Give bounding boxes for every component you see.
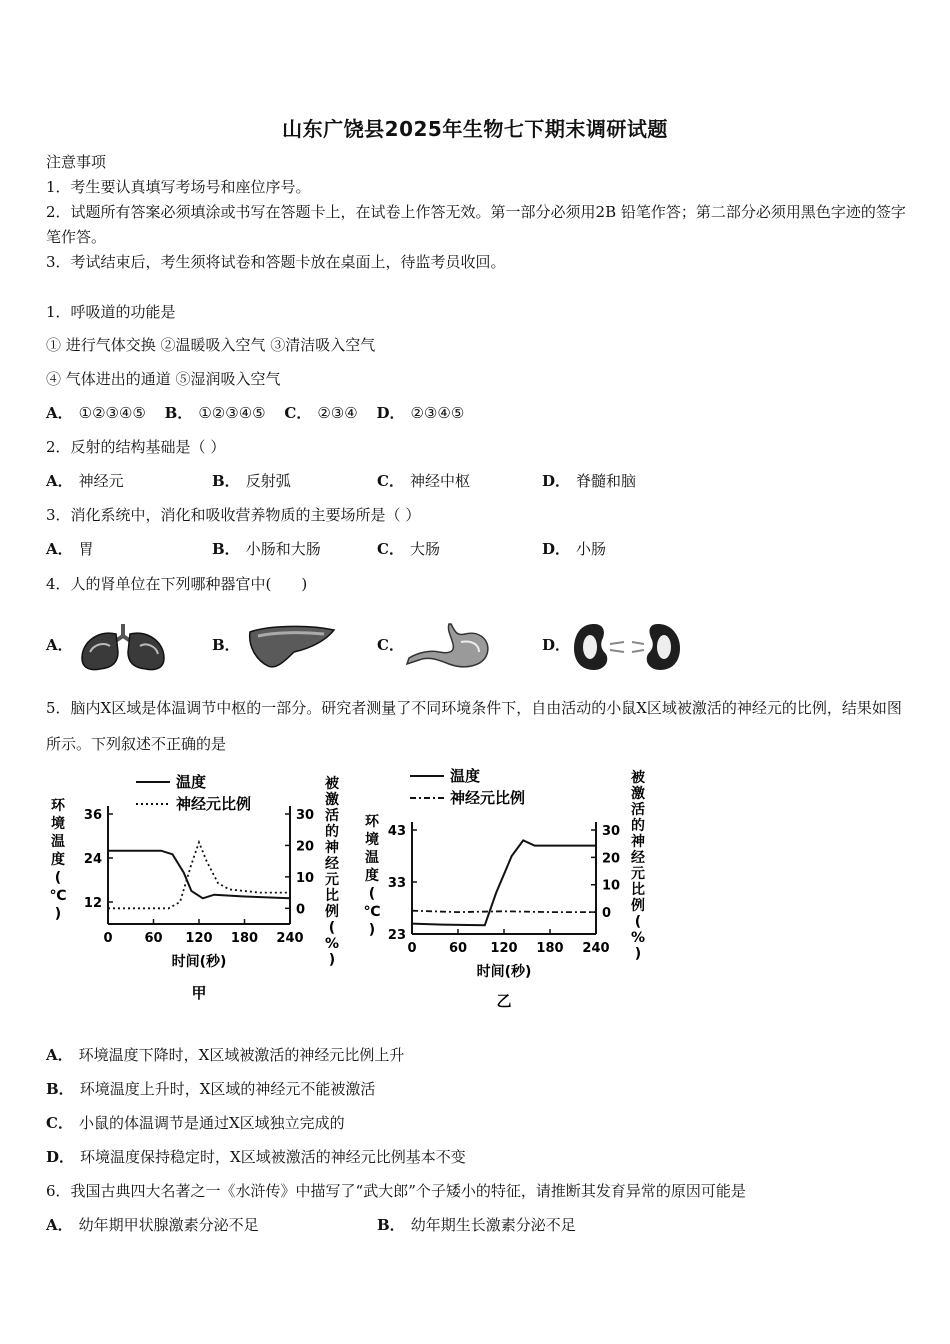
y-right-axis-title-char: 被 (631, 770, 645, 786)
q3-option-d[interactable]: D． 小肠 (542, 540, 607, 558)
y-right-axis-title-char: 元 (631, 866, 645, 882)
y-right-axis-title-char: 活 (631, 802, 645, 818)
liver-icon (246, 622, 338, 672)
y-right-axis-title-char: 例 (325, 904, 339, 920)
chart-jia (46, 768, 346, 1013)
y-right-tick-label: 30 (602, 824, 621, 839)
notes-heading: 注意事项 (46, 153, 107, 171)
x-tick-label: 0 (103, 931, 113, 946)
q1-statement-line-2: ④ 气体进出的通道 ⑤湿润吸入空气 (46, 370, 281, 388)
y-right-axis-title-char: % (324, 936, 340, 952)
y-left-tick-label: 24 (83, 852, 102, 867)
y-left-axis-title-char: 温 (51, 834, 65, 850)
q3-option-c[interactable]: C． 大肠 (377, 540, 440, 558)
y-right-tick-label: 0 (602, 906, 612, 922)
y-right-axis-title-char: ) (328, 952, 336, 968)
y-right-axis-title-char: 神 (325, 840, 339, 856)
legend-label: 神经元比例 (450, 789, 526, 807)
q2-option-b[interactable]: B． 反射弧 (212, 472, 291, 490)
x-axis-title: 时间(秒) (171, 954, 227, 970)
q2-option-d[interactable]: D． 脊髓和脑 (542, 472, 637, 490)
chart-caption: 乙 (496, 992, 512, 1010)
q1-option-a[interactable]: A． ①②③④⑤ (46, 404, 146, 422)
y-left-tick-label: 23 (387, 928, 406, 943)
y-left-axis-title-char: 度 (51, 852, 65, 868)
q3-option-b[interactable]: B． 小肠和大肠 (212, 540, 321, 558)
y-right-axis-title-char: % (630, 930, 646, 946)
q4-option-d[interactable]: D． (542, 622, 692, 672)
note-item-2: 2．试题所有答案必须填涂或书写在答题卡上，在试卷上作答无效。第一部分必须用2B 铅笔作答；第二部分必须用黑色字迹的签字笔作答。 (46, 203, 906, 246)
y-left-tick-label: 36 (83, 808, 102, 823)
x-tick-label: 180 (230, 931, 259, 946)
y-right-axis-title-char: 激 (631, 786, 645, 802)
y-right-axis-title-char: 的 (325, 824, 339, 840)
note-item-1: 1．考生要认真填写考场号和座位序号。 (46, 178, 311, 196)
series-line-neuron-ratio (412, 911, 596, 912)
y-right-axis-title-char: 比 (325, 888, 339, 904)
x-axis-title: 时间(秒) (476, 964, 532, 980)
y-right-axis-title-char: 活 (325, 808, 339, 824)
series-line-neuron-ratio (108, 842, 290, 908)
legend-label: 神经元比例 (176, 795, 252, 813)
stomach-icon (405, 622, 493, 672)
y-left-tick-label: 43 (387, 824, 406, 839)
y-right-axis-title-char: 比 (631, 882, 645, 898)
q1-statement-line-1: ① 进行气体交换 ②温暖吸入空气 ③清洁吸入空气 (46, 336, 376, 354)
y-right-axis-title-char: 例 (631, 898, 645, 914)
y-left-axis-title-char: ( (54, 870, 62, 886)
y-left-axis-title (50, 798, 67, 922)
y-right-tick-label: 0 (296, 902, 306, 918)
y-right-axis-title-char: 激 (325, 792, 339, 808)
x-tick-label: 180 (536, 941, 564, 956)
y-left-axis-title-char: 境 (51, 816, 65, 832)
y-right-axis-title (631, 769, 646, 962)
q5-option-c[interactable]: C． 小鼠的体温调节是通过X区域独立完成的 (46, 1114, 345, 1132)
y-left-axis-title-char: ) (54, 906, 62, 922)
q2-stem: 2．反射的结构基础是（ ） (46, 438, 226, 456)
q4-option-c[interactable]: C． (377, 622, 507, 672)
y-left-tick-label: 33 (387, 876, 406, 891)
q1-stem: 1．呼吸道的功能是 (46, 303, 176, 321)
legend-label: 温度 (450, 767, 481, 785)
x-tick-label: 240 (276, 931, 304, 946)
x-tick-label: 120 (185, 931, 213, 946)
y-left-axis-title-char: 环 (365, 814, 379, 830)
x-tick-label: 60 (144, 931, 163, 946)
y-right-axis-title-char: ) (634, 946, 642, 962)
q6-option-a[interactable]: A． 幼年期甲状腺激素分泌不足 (46, 1216, 259, 1234)
y-left-axis-title-char: ) (368, 922, 376, 938)
y-right-axis-title-char: 经 (325, 856, 339, 872)
q4-stem: 4．人的肾单位在下列哪种器官中( ) (46, 575, 308, 593)
legend-label: 温度 (176, 773, 207, 791)
y-right-tick-label: 10 (296, 870, 315, 886)
q1-option-d[interactable]: D． ②③④⑤ (376, 404, 465, 422)
x-tick-label: 60 (448, 941, 468, 956)
y-right-axis-title-char: 的 (631, 818, 645, 834)
kidney-icon (572, 622, 682, 672)
x-tick-label: 0 (407, 941, 417, 956)
y-right-tick-label: 10 (602, 878, 621, 894)
q4-option-a[interactable]: A． (46, 622, 176, 672)
note-item-3: 3．考试结束后，考生须将试卷和答题卡放在桌面上，待监考员收回。 (46, 253, 506, 271)
y-right-axis-title-char: 被 (325, 776, 339, 792)
y-right-axis-title-char: 神 (631, 834, 645, 850)
q4-option-b[interactable]: B． (212, 622, 342, 672)
y-right-axis-title-char: ( (328, 920, 336, 936)
y-left-axis-title-char: ℃ (363, 904, 381, 920)
lungs-icon (78, 622, 168, 672)
q3-option-a[interactable]: A． 胃 (46, 540, 94, 558)
q5-option-b[interactable]: B． 环境温度上升时，X区域的神经元不能被激活 (46, 1080, 376, 1098)
y-left-axis-title-char: ( (368, 886, 376, 902)
y-left-axis-title (364, 814, 381, 938)
y-left-tick-label: 12 (83, 896, 102, 911)
q6-stem: 6．我国古典四大名著之一《水浒传》中描写了“武大郎”个子矮小的特征，请推断其发育异常的原因可能是 (46, 1182, 746, 1200)
page-title: 山东广饶县2025年生物七下期末调研试题 (282, 117, 668, 141)
y-left-axis-title-char: 温 (365, 850, 379, 866)
q5-stem: 5．脑内X区域是体温调节中枢的一部分。研究者测量了不同环境条件下，自由活动的小鼠X区域被激活的神经元的比例，结果如图所示。下列叙述不正确的是 (46, 699, 902, 753)
series-line-temperature (108, 851, 290, 899)
chart-yi (360, 762, 660, 1017)
q1-option-c[interactable]: C． ②③④ (284, 404, 358, 422)
x-tick-label: 240 (582, 941, 610, 956)
y-right-axis-title-char: 元 (325, 872, 339, 888)
q2-option-a[interactable]: A． 神经元 (46, 472, 124, 490)
y-left-axis-title-char: 环 (51, 798, 65, 814)
y-right-axis-title (325, 775, 340, 968)
x-tick-label: 120 (490, 941, 518, 956)
y-right-tick-label: 20 (602, 851, 621, 867)
y-right-tick-label: 30 (296, 808, 315, 823)
y-left-axis-title-char: 境 (365, 832, 379, 848)
q1-options (46, 403, 464, 423)
q1-option-b[interactable]: B． ①②③④⑤ (164, 404, 266, 422)
y-left-axis-title-char: ℃ (49, 888, 67, 904)
y-right-axis-title-char: ( (634, 914, 642, 930)
chart-caption: 甲 (191, 984, 207, 1002)
y-right-tick-label: 20 (296, 839, 315, 855)
q6-option-b[interactable]: B． 幼年期生长激素分泌不足 (377, 1216, 576, 1234)
y-right-axis-title-char: 经 (631, 850, 645, 866)
q5-option-a[interactable]: A． 环境温度下降时，X区域被激活的神经元比例上升 (46, 1046, 405, 1064)
q5-option-d[interactable]: D． 环境温度保持稳定时，X区域被激活的神经元比例基本不变 (46, 1148, 466, 1166)
y-left-axis-title-char: 度 (365, 868, 379, 884)
q2-option-c[interactable]: C． 神经中枢 (377, 472, 470, 490)
q3-stem: 3．消化系统中，消化和吸收营养物质的主要场所是（ ） (46, 506, 421, 524)
